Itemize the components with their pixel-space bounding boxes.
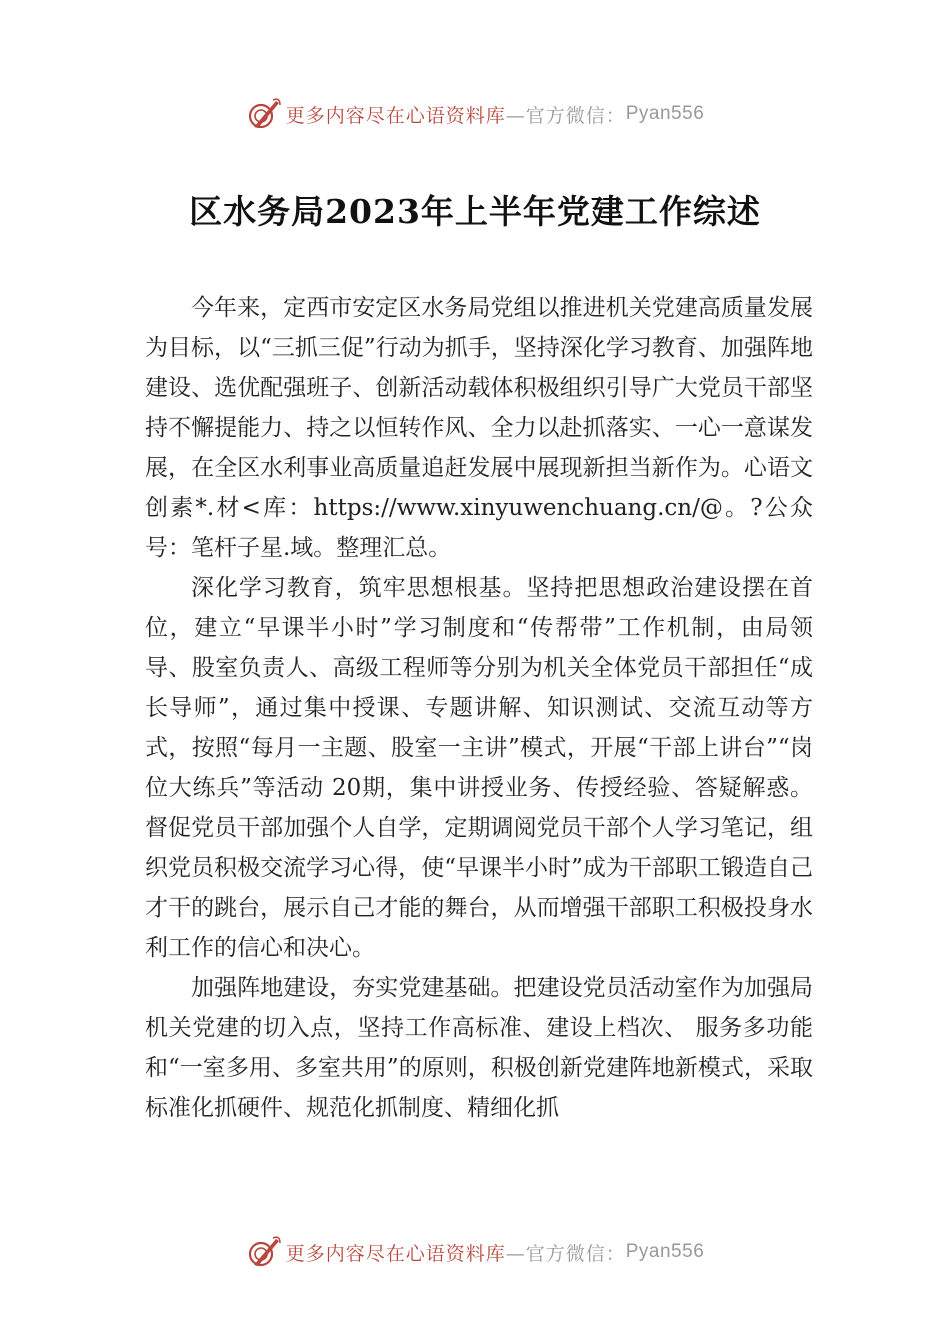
- quill-seal-icon: [246, 97, 282, 131]
- document-body: [145, 288, 813, 1128]
- banner-separator-text: —官方微信：: [505, 1242, 626, 1265]
- banner-brand-text: 更多内容尽在心语资料库: [285, 104, 506, 127]
- paragraph-study-education: 深化学习教育，筑牢思想根基。坚持把思想政治建设摆在首位，建立“早课半小时”学习制度和“传帮带”工作机制，由局领导、股室负责人、高级工程师等分别为机关全体党员干部担任“成长导师”，通过集中授课、专题讲解、知识测试、交流互动等方式，按照“每月一主题、股室一主讲”模式，开展“干部上讲台”“岗位大练兵”等活动 20期，集中讲授业务、传授经验、答疑解惑。督促党员干部加强个人自学，定期调阅党员干部个人学习笔记，组织党员积极交流学习心得，使“早课半小时”成为干部职工锻造自己才干的跳台，展示自己才能的舞台，从而增强干部职工积极投身水利工作的信心和决心。: [145, 575, 813, 961]
- banner-wechat-id: Pyan556: [625, 103, 705, 124]
- banner-separator-text: —官方微信：: [505, 104, 626, 127]
- document-title: 区水务局2023年上半年党建工作综述: [189, 192, 761, 231]
- banner-wechat-id: Pyan556: [625, 1241, 705, 1262]
- paragraph-position-building: 加强阵地建设，夯实党建基础。把建设党员活动室作为加强局机关党建的切入点，坚持工作高标准、建设上档次、 服务多功能和“一室多用、多室共用”的原则，积极创新党建阵地新模式，采取标准化抓硬件、规范化抓制度、精细化抓: [145, 975, 813, 1121]
- quill-seal-icon: [246, 1235, 282, 1269]
- footer-watermark-banner: [0, 1232, 950, 1272]
- banner-brand-text: 更多内容尽在心语资料库: [285, 1242, 506, 1265]
- header-watermark-banner: [0, 94, 950, 134]
- paragraph-intro: 今年来，定西市安定区水务局党组以推进机关党建高质量发展为目标，以“三抓三促”行动为抓手，坚持深化学习教育、加强阵地建设、选优配强班子、创新活动载体积极组织引导广大党员干部坚持不懈提能力、持之以恒转作风、全力以赴抓落实、一心一意谋发展，在全区水利事业高质量追赶发展中展现新担当新作为。心语文创素*.材<库：https://www.xinyuwenchuang.cn/@。?公众号：笔杆子星.域。整理汇总。: [145, 295, 813, 561]
